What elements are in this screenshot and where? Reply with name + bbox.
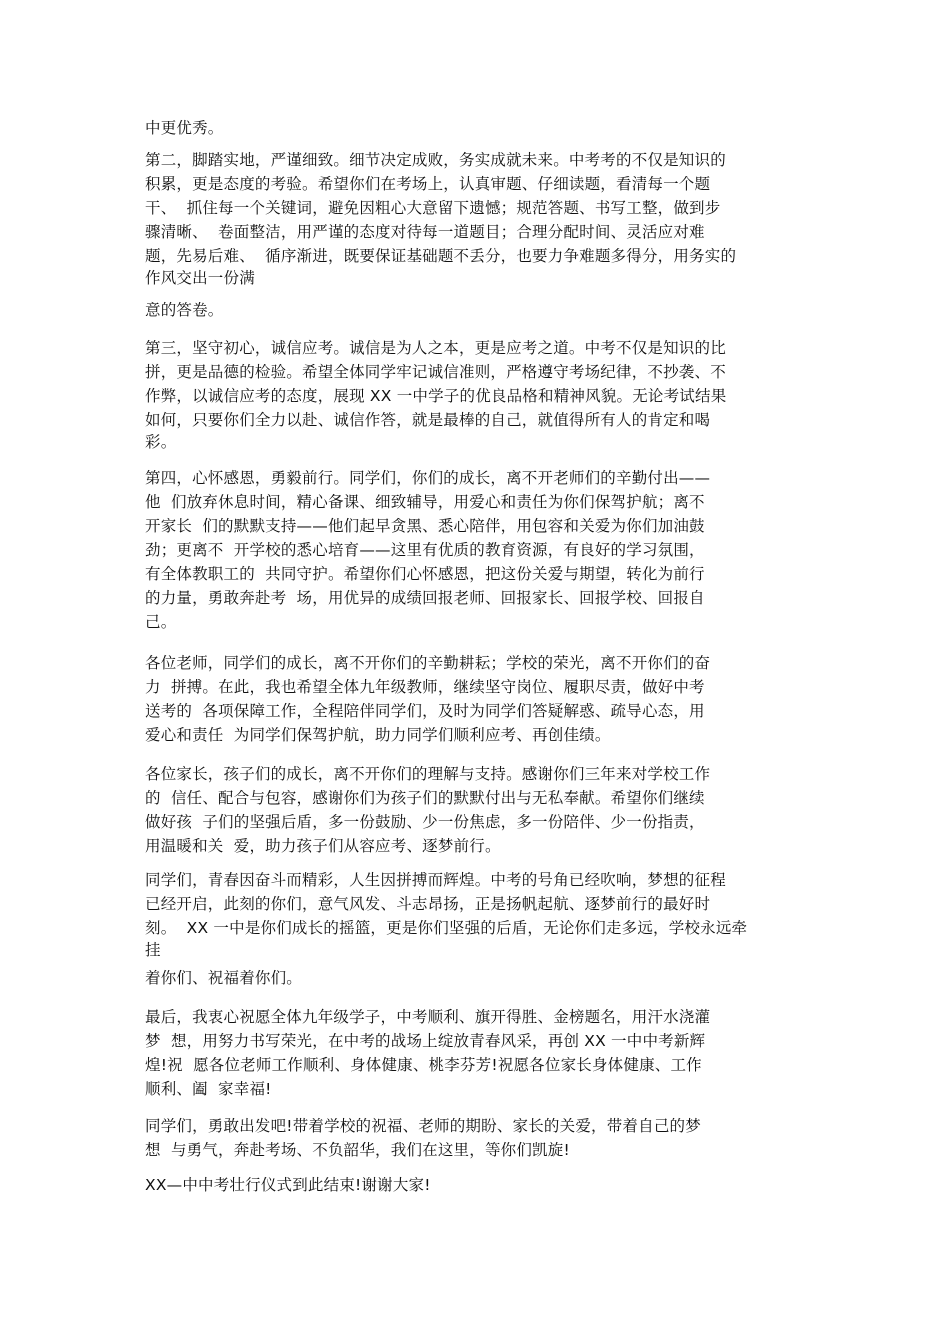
text-line: 用温暖和关 爱，助力孩子们从容应考、逐梦前行。 bbox=[145, 837, 501, 855]
text-line: 各位家长，孩子们的成长，离不开你们的理解与支持。感谢你们三年来对学校工作 bbox=[145, 765, 711, 783]
text-line: 他 们放弃休息时间，精心备课、细致辅导，用爱心和责任为你们保驾护航；离不 bbox=[145, 493, 705, 511]
text-line: 爱心和责任 为同学们保驾护航，助力同学们顺利应考、再创佳绩。 bbox=[145, 726, 611, 744]
text-line: 同学们，勇敢出发吧!带着学校的祝福、老师的期盼、家长的关爱，带着自己的梦 bbox=[145, 1117, 701, 1135]
text-line: 的 信任、配合与包容，感谢你们为孩子们的默默付出与无私奉献。希望你们继续 bbox=[145, 789, 705, 807]
paragraph-to-students-end bbox=[145, 966, 810, 990]
text-line: 己。 bbox=[145, 613, 177, 631]
paragraph-to-students bbox=[145, 868, 810, 960]
text-line: 第三，坚守初心，诚信应考。诚信是为人之本，更是应考之道。中考不仅是知识的比 bbox=[145, 339, 726, 357]
text-line: 干、 抓住每一个关键词，避免因粗心大意留下遗憾；规范答题、书写工整，做到步 bbox=[145, 199, 721, 217]
text-line: 有全体教职工的 共同守护。希望你们心怀感恩，把这份关爱与期望，转化为前行 bbox=[145, 565, 705, 583]
paragraph-to-teachers bbox=[145, 651, 810, 747]
text-line: 中更优秀。 bbox=[145, 119, 224, 137]
text-line: 挂 bbox=[145, 941, 161, 959]
paragraph-to-parents bbox=[145, 762, 810, 858]
text-line: 如何，只要你们全力以赴、诚信作答，就是最棒的自己，就值得所有人的肯定和喝 bbox=[145, 411, 711, 429]
text-line: 各位老师，同学们的成长，离不开你们的辛勤耕耘；学校的荣光，离不开你们的奋 bbox=[145, 654, 711, 672]
text-line: 第二，脚踏实地，严谨细致。细节决定成败，务实成就未来。中考考的不仅是知识的 bbox=[145, 151, 726, 169]
text-line: 做好孩 子们的坚强后盾，多一份鼓励、少一份焦虑，多一份陪伴、少一份指责， bbox=[145, 813, 705, 831]
text-line: 同学们，青春因奋斗而精彩，人生因拼搏而辉煌。中考的号角已经吹响，梦想的征程 bbox=[145, 871, 726, 889]
paragraph-continuation bbox=[145, 116, 810, 140]
paragraph-second-point-end bbox=[145, 298, 810, 322]
paragraph-second-point bbox=[145, 148, 810, 288]
text-line: 作风交出一份满 bbox=[145, 269, 255, 287]
text-line: 顺利、阖 家幸福! bbox=[145, 1080, 272, 1098]
text-line: 刻。 XX 一中是你们成长的摇篮，更是你们坚强的后盾，无论你们走多远，学校永远牵 bbox=[145, 919, 748, 937]
text-line: 题，先易后难、 循序渐进，既要保证基础题不丢分，也要力争难题多得分，用务实的 bbox=[145, 247, 737, 265]
text-line: 已经开启，此刻的你们，意气风发、斗志昂扬，正是扬帆起航、逐梦前行的最好时 bbox=[145, 895, 711, 913]
text-line: 煌!祝 愿各位老师工作顺利、身体健康、桃李芬芳!祝愿各位家长身体健康、工作 bbox=[145, 1056, 702, 1074]
text-line: 劲；更离不 开学校的悉心培育——这里有优质的教育资源，有良好的学习氛围， bbox=[145, 541, 705, 559]
text-line: 力 拼搏。在此，我也希望全体九年级教师，继续坚守岗位、履职尽责，做好中考 bbox=[145, 678, 705, 696]
paragraph-send-off bbox=[145, 1114, 810, 1162]
text-line: 着你们、祝福着你们。 bbox=[145, 969, 303, 987]
text-line: 最后，我衷心祝愿全体九年级学子，中考顺利、旗开得胜、金榜题名，用汗水浇灌 bbox=[145, 1008, 711, 1026]
text-line: 骤清晰、 卷面整洁，用严谨的态度对待每一道题目；合理分配时间、灵活应对难 bbox=[145, 223, 705, 241]
text-line: 拼，更是品德的检验。希望全体同学牢记诚信准则，严格遵守考场纪律，不抄袭、不 bbox=[145, 363, 726, 381]
text-line: 彩。 bbox=[145, 433, 177, 451]
text-line: 第四，心怀感恩，勇毅前行。同学们，你们的成长，离不开老师们的辛勤付出—— bbox=[145, 469, 711, 487]
paragraph-third-point bbox=[145, 336, 810, 452]
paragraph-final-wishes bbox=[145, 1005, 810, 1101]
text-line: 开家长 们的默默支持——他们起早贪黑、悉心陪伴，用包容和关爱为你们加油鼓 bbox=[145, 517, 705, 535]
text-line: 想 与勇气，奔赴考场、不负韶华，我们在这里，等你们凯旋! bbox=[145, 1141, 570, 1159]
text-line: XX—中中考壮行仪式到此结束!谢谢大家! bbox=[145, 1176, 431, 1194]
text-line: 作弊，以诚信应考的态度，展现 XX 一中学子的优良品格和精神风貌。无论考试结果 bbox=[145, 387, 727, 405]
paragraph-fourth-point bbox=[145, 466, 810, 634]
text-line: 意的答卷。 bbox=[145, 301, 224, 319]
paragraph-closing bbox=[145, 1173, 810, 1197]
text-line: 送考的 各项保障工作，全程陪伴同学们，及时为同学们答疑解惑、疏导心态，用 bbox=[145, 702, 705, 720]
text-line: 积累，更是态度的考验。希望你们在考场上，认真审题、仔细读题，看清每一个题 bbox=[145, 175, 711, 193]
text-line: 梦 想，用努力书写荣光，在中考的战场上绽放青春风采，再创 XX 一中中考新辉 bbox=[145, 1032, 706, 1050]
text-line: 的力量，勇敢奔赴考 场，用优异的成绩回报老师、回报家长、回报学校、回报自 bbox=[145, 589, 705, 607]
